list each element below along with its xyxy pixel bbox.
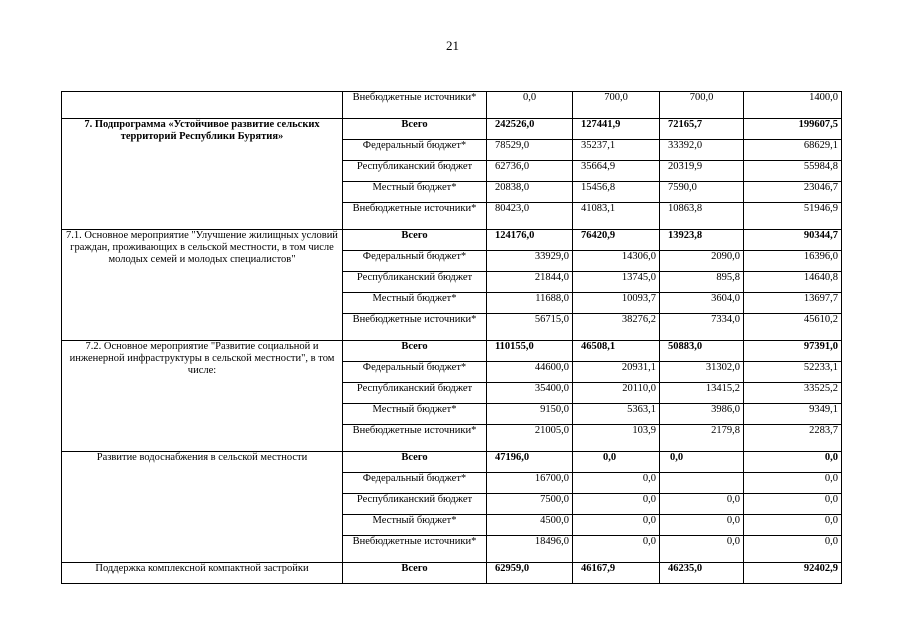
value-cell: 700,0 [573, 92, 660, 119]
value-cell: 103,9 [573, 425, 660, 452]
value-cell: 20319,9 [660, 161, 744, 182]
source-cell: Местный бюджет* [343, 182, 487, 203]
value-cell: 13745,0 [573, 272, 660, 293]
table-row [62, 119, 842, 140]
value-cell: 9150,0 [487, 404, 573, 425]
value-cell: 16700,0 [487, 473, 573, 494]
value-cell: 9349,1 [744, 404, 842, 425]
source-cell: Всего [343, 119, 487, 140]
measure-7-2-name: 7.2. Основное мероприятие "Развитие социальной и инженерной инфраструктуры в сельской местности", в том числе: [62, 341, 343, 452]
source-cell: Местный бюджет* [343, 293, 487, 314]
value-cell: 97391,0 [744, 341, 842, 362]
subprogram-7-name: 7. Подпрограмма «Устойчивое развитие сельских территорий Республики Бурятия» [62, 119, 343, 230]
value-cell: 14306,0 [573, 251, 660, 272]
value-cell: 55984,8 [744, 161, 842, 182]
value-cell: 50883,0 [660, 341, 744, 362]
budget-table [61, 91, 842, 584]
value-cell: 46508,1 [573, 341, 660, 362]
value-cell: 38276,2 [573, 314, 660, 341]
value-cell: 35237,1 [573, 140, 660, 161]
value-cell: 13415,2 [660, 383, 744, 404]
value-cell: 46167,9 [573, 563, 660, 584]
source-cell: Федеральный бюджет* [343, 473, 487, 494]
value-cell [660, 473, 744, 494]
value-cell: 7500,0 [487, 494, 573, 515]
value-cell: 20931,1 [573, 362, 660, 383]
value-cell: 45610,2 [744, 314, 842, 341]
source-cell: Республиканский бюджет [343, 161, 487, 182]
value-cell: 2179,8 [660, 425, 744, 452]
value-cell: 62736,0 [487, 161, 573, 182]
value-cell: 7334,0 [660, 314, 744, 341]
source-cell: Всего [343, 563, 487, 584]
value-cell: 0,0 [573, 452, 660, 473]
value-cell: 78529,0 [487, 140, 573, 161]
value-cell: 20110,0 [573, 383, 660, 404]
value-cell: 0,0 [660, 494, 744, 515]
value-cell: 56715,0 [487, 314, 573, 341]
source-cell: Федеральный бюджет* [343, 140, 487, 161]
value-cell: 46235,0 [660, 563, 744, 584]
value-cell: 92402,9 [744, 563, 842, 584]
source-cell: Всего [343, 230, 487, 251]
value-cell: 31302,0 [660, 362, 744, 383]
value-cell: 80423,0 [487, 203, 573, 230]
value-cell: 0,0 [744, 494, 842, 515]
table-row [62, 92, 842, 119]
value-cell: 0,0 [573, 473, 660, 494]
value-cell: 0,0 [744, 473, 842, 494]
value-cell: 0,0 [573, 515, 660, 536]
value-cell: 124176,0 [487, 230, 573, 251]
value-cell: 0,0 [744, 452, 842, 473]
source-cell: Всего [343, 452, 487, 473]
value-cell: 14640,8 [744, 272, 842, 293]
value-cell: 35400,0 [487, 383, 573, 404]
table-row [62, 341, 842, 362]
value-cell: 76420,9 [573, 230, 660, 251]
value-cell: 2283,7 [744, 425, 842, 452]
value-cell: 33929,0 [487, 251, 573, 272]
source-cell: Республиканский бюджет [343, 494, 487, 515]
value-cell: 2090,0 [660, 251, 744, 272]
value-cell: 4500,0 [487, 515, 573, 536]
value-cell: 0,0 [660, 515, 744, 536]
value-cell: 20838,0 [487, 182, 573, 203]
value-cell: 11688,0 [487, 293, 573, 314]
value-cell: 895,8 [660, 272, 744, 293]
value-cell: 62959,0 [487, 563, 573, 584]
table-row [62, 563, 842, 584]
source-cell: Внебюджетные источники* [343, 536, 487, 563]
value-cell: 41083,1 [573, 203, 660, 230]
source-cell: Местный бюджет* [343, 404, 487, 425]
name-cell [62, 92, 343, 119]
value-cell: 5363,1 [573, 404, 660, 425]
source-cell: Федеральный бюджет* [343, 362, 487, 383]
value-cell: 15456,8 [573, 182, 660, 203]
value-cell: 47196,0 [487, 452, 573, 473]
value-cell: 13697,7 [744, 293, 842, 314]
value-cell: 242526,0 [487, 119, 573, 140]
value-cell: 13923,8 [660, 230, 744, 251]
value-cell: 1400,0 [744, 92, 842, 119]
value-cell: 0,0 [660, 452, 744, 473]
value-cell: 0,0 [744, 515, 842, 536]
value-cell: 7590,0 [660, 182, 744, 203]
value-cell: 90344,7 [744, 230, 842, 251]
value-cell: 10093,7 [573, 293, 660, 314]
source-cell: Внебюджетные источники* [343, 92, 487, 119]
value-cell: 21005,0 [487, 425, 573, 452]
table-row [62, 230, 842, 251]
value-cell: 51946,9 [744, 203, 842, 230]
value-cell: 110155,0 [487, 341, 573, 362]
value-cell: 3604,0 [660, 293, 744, 314]
value-cell: 68629,1 [744, 140, 842, 161]
value-cell: 16396,0 [744, 251, 842, 272]
value-cell: 21844,0 [487, 272, 573, 293]
value-cell: 33525,2 [744, 383, 842, 404]
water-supply-name: Развитие водоснабжения в сельской местности [62, 452, 343, 563]
source-cell: Внебюджетные источники* [343, 203, 487, 230]
source-cell: Республиканский бюджет [343, 272, 487, 293]
table-row [62, 452, 842, 473]
page-number: 21 [446, 38, 459, 53]
source-cell: Республиканский бюджет [343, 383, 487, 404]
source-cell: Внебюджетные источники* [343, 314, 487, 341]
value-cell: 0,0 [660, 536, 744, 563]
value-cell: 72165,7 [660, 119, 744, 140]
measure-7-1-name: 7.1. Основное мероприятие "Улучшение жилищных условий граждан, проживающих в сельской местности, в том числе молодых семей и молодых специалистов" [62, 230, 343, 341]
value-cell: 35664,9 [573, 161, 660, 182]
value-cell: 127441,9 [573, 119, 660, 140]
value-cell: 0,0 [573, 494, 660, 515]
source-cell: Федеральный бюджет* [343, 251, 487, 272]
value-cell: 23046,7 [744, 182, 842, 203]
source-cell: Местный бюджет* [343, 515, 487, 536]
value-cell: 0,0 [487, 92, 573, 119]
source-cell: Всего [343, 341, 487, 362]
value-cell: 199607,5 [744, 119, 842, 140]
value-cell: 0,0 [573, 536, 660, 563]
value-cell: 0,0 [744, 536, 842, 563]
compact-development-name: Поддержка комплексной компактной застройки [62, 563, 343, 584]
value-cell: 52233,1 [744, 362, 842, 383]
value-cell: 3986,0 [660, 404, 744, 425]
value-cell: 700,0 [660, 92, 744, 119]
value-cell: 44600,0 [487, 362, 573, 383]
value-cell: 18496,0 [487, 536, 573, 563]
value-cell: 10863,8 [660, 203, 744, 230]
source-cell: Внебюджетные источники* [343, 425, 487, 452]
value-cell: 33392,0 [660, 140, 744, 161]
